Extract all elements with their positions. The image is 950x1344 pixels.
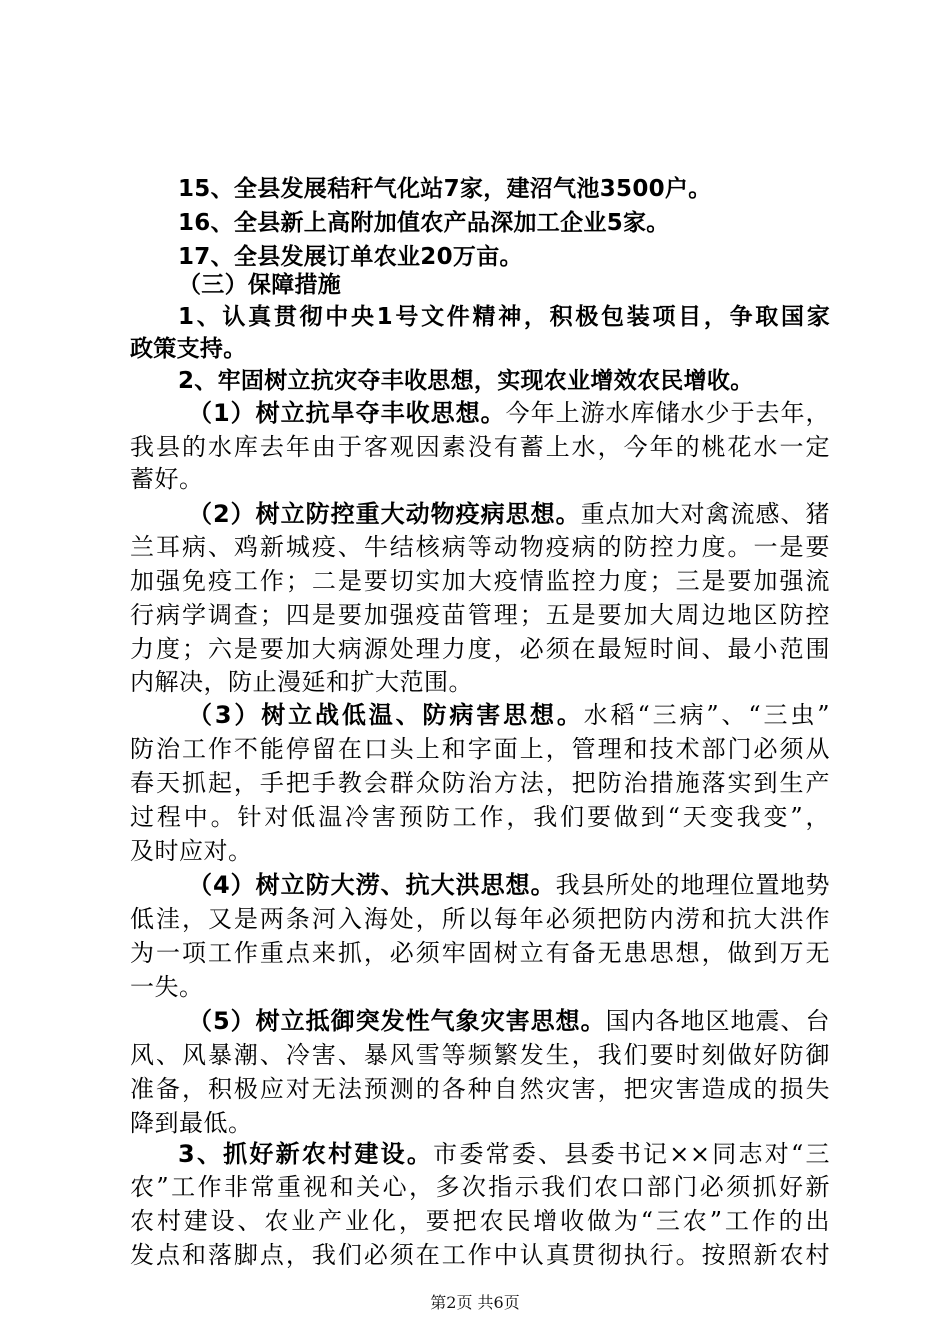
paragraph-3-line-3: 春天抓起，手把手教会群众防治方法，把防治措施落实到生产 — [130, 769, 830, 797]
paragraph-4-line-1: （4）树立防大涝、抗大洪思想。我县所处的地理位置地势 — [188, 871, 830, 899]
paragraph-6-line-3: 农村建设、农业产业化，要把农民增收做为“三农”工作的出 — [130, 1207, 830, 1235]
paragraph-4-line-2: 低洼，又是两条河入海处，所以每年必须把防内涝和抗大洪作 — [130, 905, 830, 933]
paragraph-6-line-2: 农”工作非常重视和关心，多次指示我们农口部门必须抓好新 — [130, 1173, 830, 1201]
list-item-15: 15、全县发展秸秆气化站7家，建沼气池3500户。 — [178, 176, 712, 202]
paragraph-1-line-3: 蓄好。 — [130, 465, 204, 493]
list-item-17: 17、全县发展订单农业20万亩。 — [178, 244, 523, 270]
list-item-16: 16、全县新上高附加值农产品深加工企业5家。 — [178, 210, 670, 236]
paragraph-6-line-4: 发点和落脚点，我们必须在工作中认真贯彻执行。按照新农村 — [130, 1241, 830, 1269]
paragraph-2-line-4: 行病学调查；四是要加强疫苗管理；五是要加大周边地区防控 — [130, 601, 830, 629]
page-footer: 第2页 共6页 — [430, 1293, 520, 1312]
paragraph-3-line-5: 及时应对。 — [130, 837, 253, 865]
paragraph-5-line-1: （5）树立抵御突发性气象灾害思想。国内各地区地震、台 — [188, 1007, 830, 1035]
section-heading-guarantee: （三）保障措施 — [178, 272, 342, 298]
paragraph-1-line-1: （1）树立抗旱夺丰收思想。今年上游水库储水少于去年， — [188, 399, 830, 427]
paragraph-5-line-2: 风、风暴潮、冷害、暴风雪等频繁发生，我们要时刻做好防御 — [130, 1041, 830, 1069]
measure-1-line-1: 1、认真贯彻中央1号文件精神，积极包装项目，争取国家 — [178, 304, 830, 330]
paragraph-5-line-3: 准备，积极应对无法预测的各种自然灾害，把灾害造成的损失 — [130, 1075, 830, 1103]
paragraph-3-line-1: （3）树立战低温、防病害思想。水稻“三病”、“三虫” — [188, 701, 830, 729]
paragraph-5-line-4: 降到最低。 — [130, 1109, 253, 1137]
paragraph-2-line-6: 内解决，防止漫延和扩大范围。 — [130, 668, 473, 696]
paragraph-6-line-1: 3、抓好新农村建设。市委常委、县委书记××同志对“三 — [178, 1140, 830, 1168]
paragraph-3-line-2: 防治工作不能停留在口头上和字面上，管理和技术部门必须从 — [130, 735, 830, 763]
paragraph-4-line-4: 一失。 — [130, 973, 204, 1001]
paragraph-2-line-3: 加强免疫工作；二是要切实加大疫情监控力度；三是要加强流 — [130, 567, 830, 595]
paragraph-2-line-5: 力度；六是要加大病源处理力度，必须在最短时间、最小范围 — [130, 635, 830, 663]
paragraph-1-line-2: 我县的水库去年由于客观因素没有蓄上水，今年的桃花水一定 — [130, 433, 830, 461]
measure-2-heading: 2、牢固树立抗灾夺丰收思想，实现农业增效农民增收。 — [178, 368, 754, 394]
paragraph-3-line-4: 过程中。针对低温冷害预防工作，我们要做到“天变我变”， — [130, 803, 830, 831]
paragraph-2-line-1: （2）树立防控重大动物疫病思想。重点加大对禽流感、猪 — [188, 500, 831, 528]
paragraph-2-line-2: 兰耳病、鸡新城疫、牛结核病等动物疫病的防控力度。一是要 — [130, 533, 830, 561]
measure-1-line-2: 政策支持。 — [130, 336, 247, 362]
paragraph-4-line-3: 为一项工作重点来抓，必须牢固树立有备无患思想，做到万无 — [130, 939, 830, 967]
